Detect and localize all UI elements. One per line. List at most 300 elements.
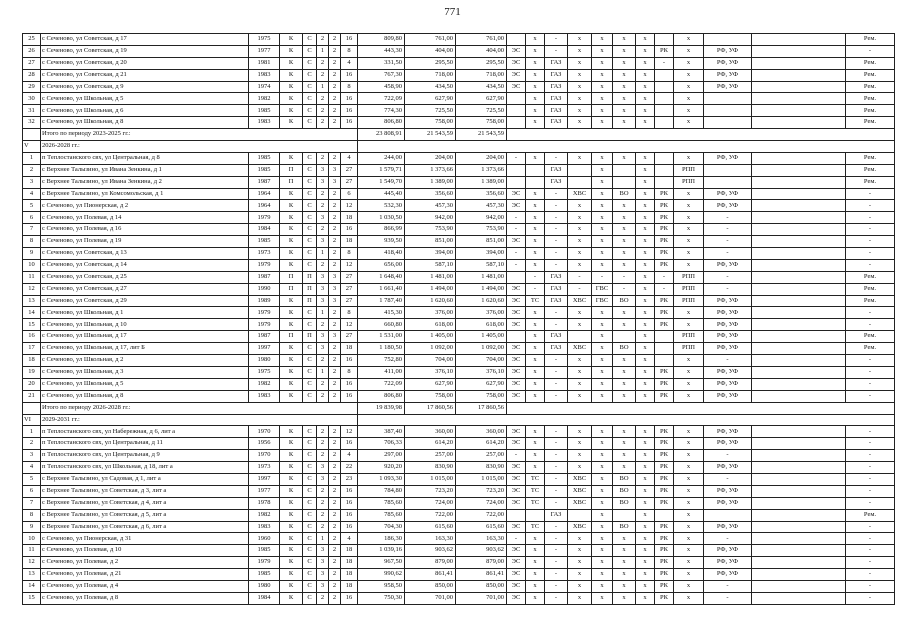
cell-c6 bbox=[613, 176, 636, 188]
cell-c6: х bbox=[613, 438, 636, 450]
cell-c6: х bbox=[613, 236, 636, 248]
cell-area_res: 1 373,66 bbox=[456, 164, 507, 176]
cell-floors: 1 bbox=[317, 81, 329, 93]
cell-c1: ЭС bbox=[507, 69, 526, 81]
cell-c8: РК bbox=[655, 557, 674, 569]
cell-c5: х bbox=[592, 366, 613, 378]
cell-c10: РФ, УФ bbox=[704, 69, 752, 81]
cell-c5: х bbox=[592, 319, 613, 331]
cell-c11 bbox=[752, 569, 846, 581]
cell-area_live: 724,00 bbox=[405, 497, 456, 509]
cell-c6: х bbox=[613, 81, 636, 93]
cell-c1: ЭС bbox=[507, 366, 526, 378]
cell-wall: К bbox=[280, 473, 303, 485]
cell-address: п Теплостанского свх, ул Центральная, д 8 bbox=[41, 152, 249, 164]
cell-c4: х bbox=[568, 69, 592, 81]
cell-cls: П bbox=[303, 283, 317, 295]
cell-address: с Сеченово, ул Школьная, д 8 bbox=[41, 390, 249, 402]
cell-area_total: 809,80 bbox=[358, 34, 405, 46]
cell-c7: х bbox=[636, 69, 655, 81]
table-row bbox=[23, 81, 895, 93]
cell-c8: - bbox=[655, 283, 674, 295]
cell-c10: - bbox=[704, 212, 752, 224]
cell-c7: х bbox=[636, 331, 655, 343]
cell-address: с Сеченово, ул Школьная, д 3 bbox=[41, 366, 249, 378]
cell-address: с Сеченово, ул Школьная, д 5 bbox=[41, 93, 249, 105]
cell-area_total: 458,90 bbox=[358, 81, 405, 93]
cell-entr: 2 bbox=[329, 592, 341, 604]
cell-c3: - bbox=[545, 366, 568, 378]
cell-c8: РК bbox=[655, 450, 674, 462]
cell-area_res: 701,00 bbox=[456, 592, 507, 604]
cell-floors: 2 bbox=[317, 200, 329, 212]
cell-cls: С bbox=[303, 533, 317, 545]
cell-c4: х bbox=[568, 462, 592, 474]
cell-c5: х bbox=[592, 426, 613, 438]
cell-c4 bbox=[568, 176, 592, 188]
period-total-label: Итого по периоду 2026-2028 гг.: bbox=[41, 402, 358, 414]
cell-cls: С bbox=[303, 462, 317, 474]
cell-entr: 2 bbox=[329, 152, 341, 164]
cell-n: 4 bbox=[23, 462, 41, 474]
cell-cls: С bbox=[303, 224, 317, 236]
cell-address: с Сеченово, ул Советская, д 21 bbox=[41, 69, 249, 81]
cell-c3: - bbox=[545, 521, 568, 533]
cell-flats: 16 bbox=[341, 592, 358, 604]
cell-c7: х bbox=[636, 271, 655, 283]
cell-c2: х bbox=[526, 212, 545, 224]
cell-n: 20 bbox=[23, 378, 41, 390]
cell-year: 1975 bbox=[249, 34, 280, 46]
cell-address: с Сеченово, ул Школьная, д 5 bbox=[41, 378, 249, 390]
cell-n: 29 bbox=[23, 81, 41, 93]
table-row bbox=[23, 557, 895, 569]
table-row bbox=[23, 438, 895, 450]
cell-c4: х bbox=[568, 557, 592, 569]
cell-area_live: 434,50 bbox=[405, 81, 456, 93]
table-row bbox=[23, 283, 895, 295]
cell-note: Рем. bbox=[846, 105, 895, 117]
cell-note: - bbox=[846, 248, 895, 260]
cell-address: с Сеченово, ул Советская, д 20 bbox=[41, 57, 249, 69]
cell-c6: х bbox=[613, 592, 636, 604]
cell-note: Рем. bbox=[846, 69, 895, 81]
cell-c7: х bbox=[636, 319, 655, 331]
cell-flats: 16 bbox=[341, 485, 358, 497]
cell-c3: - bbox=[545, 152, 568, 164]
cell-c11 bbox=[752, 580, 846, 592]
cell-cls: С bbox=[303, 509, 317, 521]
cell-n: 10 bbox=[23, 259, 41, 271]
cell-floors: 2 bbox=[317, 224, 329, 236]
cell-wall: П bbox=[280, 331, 303, 343]
cell-c10: РФ, УФ bbox=[704, 307, 752, 319]
cell-note: Рем. bbox=[846, 93, 895, 105]
cell-floors: 2 bbox=[317, 57, 329, 69]
cell-year: 1980 bbox=[249, 580, 280, 592]
cell-c1: ЭС bbox=[507, 545, 526, 557]
cell-empty bbox=[507, 402, 895, 414]
cell-area_live: 257,00 bbox=[405, 450, 456, 462]
cell-c2: х bbox=[526, 462, 545, 474]
cell-c11 bbox=[752, 343, 846, 355]
cell-c11 bbox=[752, 212, 846, 224]
cell-area_total: 785,60 bbox=[358, 497, 405, 509]
cell-c1: ЭС bbox=[507, 200, 526, 212]
cell-c3: - bbox=[545, 438, 568, 450]
cell-note: - bbox=[846, 355, 895, 367]
cell-address: с Сеченово, ул Полевая, д 4 bbox=[41, 580, 249, 592]
cell-c7: х bbox=[636, 390, 655, 402]
cell-c8 bbox=[655, 152, 674, 164]
cell-c2: х bbox=[526, 592, 545, 604]
cell-c11 bbox=[752, 378, 846, 390]
section-header-row bbox=[23, 414, 895, 426]
cell-c10: РФ, УФ bbox=[704, 462, 752, 474]
cell-note: Рем. bbox=[846, 57, 895, 69]
cell-wall: К bbox=[280, 580, 303, 592]
cell-c8 bbox=[655, 117, 674, 129]
cell-area_live: 830,90 bbox=[405, 462, 456, 474]
cell-c3: ГАЗ bbox=[545, 271, 568, 283]
cell-c11 bbox=[752, 295, 846, 307]
cell-address: с Сеченово, ул Полевая, д 16 bbox=[41, 224, 249, 236]
cell-address: с Сеченово, ул Советская, д 14 bbox=[41, 259, 249, 271]
cell-floors: 2 bbox=[317, 450, 329, 462]
cell-wall: К bbox=[280, 307, 303, 319]
cell-area_total: 704,30 bbox=[358, 521, 405, 533]
cell-c1: ЭС bbox=[507, 45, 526, 57]
cell-c3: - bbox=[545, 497, 568, 509]
cell-c6: х bbox=[613, 69, 636, 81]
cell-cls: С bbox=[303, 545, 317, 557]
register-body bbox=[23, 34, 895, 605]
cell-entr: 2 bbox=[329, 200, 341, 212]
cell-note: - bbox=[846, 236, 895, 248]
cell-area_live: 851,00 bbox=[405, 236, 456, 248]
cell-n: 32 bbox=[23, 117, 41, 129]
cell-c1 bbox=[507, 164, 526, 176]
cell-c9: х bbox=[674, 509, 704, 521]
cell-cls: С bbox=[303, 93, 317, 105]
cell-c11 bbox=[752, 533, 846, 545]
cell-c6: ВО bbox=[613, 473, 636, 485]
cell-flats: 16 bbox=[341, 378, 358, 390]
cell-c3: - bbox=[545, 355, 568, 367]
cell-area_total: 706,33 bbox=[358, 438, 405, 450]
cell-c2: х bbox=[526, 57, 545, 69]
cell-c7: х bbox=[636, 378, 655, 390]
cell-floors: 2 bbox=[317, 152, 329, 164]
cell-c6: х bbox=[613, 355, 636, 367]
cell-note: - bbox=[846, 450, 895, 462]
cell-entr: 2 bbox=[329, 45, 341, 57]
cell-address: с Сеченово, ул Школьная, д 17 bbox=[41, 331, 249, 343]
cell-empty bbox=[358, 141, 895, 153]
cell-note: - bbox=[846, 378, 895, 390]
cell-cls: С bbox=[303, 176, 317, 188]
cell-c11 bbox=[752, 592, 846, 604]
cell-c7: х bbox=[636, 212, 655, 224]
cell-cls: С bbox=[303, 343, 317, 355]
cell-year: 1979 bbox=[249, 212, 280, 224]
period-total-value: 17 860,56 bbox=[456, 402, 507, 414]
cell-cls: С bbox=[303, 212, 317, 224]
cell-c6: х bbox=[613, 545, 636, 557]
cell-c8: РК bbox=[655, 319, 674, 331]
cell-c11 bbox=[752, 426, 846, 438]
cell-c4: ХВС bbox=[568, 473, 592, 485]
cell-c2: х bbox=[526, 390, 545, 402]
period-total-label: Итого по периоду 2023-2025 гг.: bbox=[41, 129, 358, 141]
cell-c6: х bbox=[613, 366, 636, 378]
cell-entr: 2 bbox=[329, 450, 341, 462]
cell-cls: С bbox=[303, 236, 317, 248]
cell-c5: ГВС bbox=[592, 295, 613, 307]
cell-area_total: 331,50 bbox=[358, 57, 405, 69]
cell-c9: х bbox=[674, 259, 704, 271]
cell-c3: ГАЗ bbox=[545, 105, 568, 117]
section-number: VI bbox=[23, 414, 41, 426]
cell-c11 bbox=[752, 355, 846, 367]
cell-flats: 16 bbox=[341, 438, 358, 450]
cell-entr: 2 bbox=[329, 426, 341, 438]
cell-area_live: 614,20 bbox=[405, 438, 456, 450]
cell-c10: РФ, УФ bbox=[704, 366, 752, 378]
cell-c10: РФ, УФ bbox=[704, 438, 752, 450]
cell-c8: - bbox=[655, 271, 674, 283]
cell-floors: 3 bbox=[317, 343, 329, 355]
cell-n: 6 bbox=[23, 485, 41, 497]
cell-c5: х bbox=[592, 521, 613, 533]
section-header-row bbox=[23, 141, 895, 153]
cell-c2: - bbox=[526, 271, 545, 283]
cell-n: 1 bbox=[23, 152, 41, 164]
cell-area_live: 356,60 bbox=[405, 188, 456, 200]
cell-n: 5 bbox=[23, 200, 41, 212]
cell-entr: 2 bbox=[329, 462, 341, 474]
cell-c8: РК bbox=[655, 390, 674, 402]
cell-c6: х bbox=[613, 569, 636, 581]
cell-c6: х bbox=[613, 259, 636, 271]
cell-n: 15 bbox=[23, 592, 41, 604]
cell-c8: РК bbox=[655, 248, 674, 260]
cell-n: 11 bbox=[23, 271, 41, 283]
cell-c3: - bbox=[545, 569, 568, 581]
cell-floors: 1 bbox=[317, 533, 329, 545]
cell-area_res: 1 092,00 bbox=[456, 343, 507, 355]
cell-c9: х bbox=[674, 248, 704, 260]
cell-c4: х bbox=[568, 307, 592, 319]
cell-c1: - bbox=[507, 259, 526, 271]
cell-area_total: 990,62 bbox=[358, 569, 405, 581]
cell-c11 bbox=[752, 176, 846, 188]
cell-c10: РФ, УФ bbox=[704, 331, 752, 343]
table-row bbox=[23, 224, 895, 236]
cell-c10: РФ, УФ bbox=[704, 426, 752, 438]
table-row bbox=[23, 533, 895, 545]
cell-address: с Сеченово, ул Школьная, д 8 bbox=[41, 117, 249, 129]
cell-c6: х bbox=[613, 390, 636, 402]
cell-c11 bbox=[752, 438, 846, 450]
section-period-label: 2026-2028 гг.: bbox=[41, 141, 358, 153]
cell-area_live: 376,00 bbox=[405, 307, 456, 319]
cell-c2: - bbox=[526, 283, 545, 295]
cell-c1: ЭС bbox=[507, 569, 526, 581]
cell-note: - bbox=[846, 521, 895, 533]
cell-flats: 16 bbox=[341, 521, 358, 533]
cell-entr: 3 bbox=[329, 295, 341, 307]
cell-year: 1984 bbox=[249, 224, 280, 236]
cell-floors: 2 bbox=[317, 378, 329, 390]
cell-c7: х bbox=[636, 521, 655, 533]
cell-n: 4 bbox=[23, 188, 41, 200]
cell-area_total: 1 180,50 bbox=[358, 343, 405, 355]
cell-entr: 2 bbox=[329, 545, 341, 557]
cell-note: Рем. bbox=[846, 509, 895, 521]
cell-cls: С bbox=[303, 378, 317, 390]
cell-c10: РФ, УФ bbox=[704, 152, 752, 164]
cell-n: 28 bbox=[23, 69, 41, 81]
cell-area_res: 722,00 bbox=[456, 509, 507, 521]
cell-c4: ХВС bbox=[568, 295, 592, 307]
cell-floors: 3 bbox=[317, 164, 329, 176]
cell-c11 bbox=[752, 152, 846, 164]
cell-area_live: 627,90 bbox=[405, 378, 456, 390]
cell-c11 bbox=[752, 271, 846, 283]
cell-wall: К bbox=[280, 343, 303, 355]
cell-entr: 2 bbox=[329, 473, 341, 485]
cell-c9: х bbox=[674, 438, 704, 450]
cell-c6: х bbox=[613, 93, 636, 105]
cell-entr: 3 bbox=[329, 283, 341, 295]
cell-year: 1997 bbox=[249, 473, 280, 485]
cell-area_total: 774,30 bbox=[358, 105, 405, 117]
cell-c6: х bbox=[613, 462, 636, 474]
cell-c9: РПП bbox=[674, 271, 704, 283]
cell-note: - bbox=[846, 319, 895, 331]
cell-wall: К bbox=[280, 569, 303, 581]
cell-c6: х bbox=[613, 224, 636, 236]
cell-floors: 2 bbox=[317, 355, 329, 367]
cell-c11 bbox=[752, 57, 846, 69]
cell-note: Рем. bbox=[846, 295, 895, 307]
cell-wall: К bbox=[280, 248, 303, 260]
cell-cls: С bbox=[303, 497, 317, 509]
cell-c7: х bbox=[636, 545, 655, 557]
cell-area_live: 1 092,00 bbox=[405, 343, 456, 355]
cell-c9: х bbox=[674, 557, 704, 569]
cell-c6: х bbox=[613, 57, 636, 69]
cell-c1: - bbox=[507, 533, 526, 545]
cell-c10: РФ, УФ bbox=[704, 57, 752, 69]
cell-c1: ЭС bbox=[507, 319, 526, 331]
cell-area_total: 967,50 bbox=[358, 557, 405, 569]
cell-c6: х bbox=[613, 557, 636, 569]
cell-wall: К bbox=[280, 485, 303, 497]
cell-cls: С bbox=[303, 164, 317, 176]
cell-year: 1997 bbox=[249, 343, 280, 355]
cell-c9: х bbox=[674, 580, 704, 592]
cell-c2: х bbox=[526, 200, 545, 212]
cell-year: 1978 bbox=[249, 497, 280, 509]
cell-cls: С bbox=[303, 473, 317, 485]
cell-c7: х bbox=[636, 307, 655, 319]
cell-cls: С bbox=[303, 366, 317, 378]
cell-wall: К bbox=[280, 545, 303, 557]
cell-c2: х bbox=[526, 188, 545, 200]
cell-area_res: 942,00 bbox=[456, 212, 507, 224]
cell-c6: х bbox=[613, 319, 636, 331]
cell-wall: К bbox=[280, 533, 303, 545]
cell-c7: х bbox=[636, 164, 655, 176]
cell-c8: РК bbox=[655, 438, 674, 450]
cell-entr: 3 bbox=[329, 164, 341, 176]
cell-c3: - bbox=[545, 34, 568, 46]
cell-wall: К bbox=[280, 592, 303, 604]
cell-c11 bbox=[752, 117, 846, 129]
cell-c10: - bbox=[704, 236, 752, 248]
cell-year: 1982 bbox=[249, 93, 280, 105]
cell-c3: - bbox=[545, 473, 568, 485]
cell-cls: С bbox=[303, 248, 317, 260]
cell-c2: х bbox=[526, 545, 545, 557]
cell-note: - bbox=[846, 545, 895, 557]
cell-c1: ЭС bbox=[507, 188, 526, 200]
cell-c2: х bbox=[526, 93, 545, 105]
cell-area_total: 806,80 bbox=[358, 390, 405, 402]
cell-area_live: 761,00 bbox=[405, 34, 456, 46]
cell-c7: х bbox=[636, 592, 655, 604]
cell-area_total: 750,30 bbox=[358, 592, 405, 604]
table-row bbox=[23, 200, 895, 212]
cell-address: с Верхнее Талызино, ул Советская, д 6, лит а bbox=[41, 521, 249, 533]
cell-year: 1964 bbox=[249, 200, 280, 212]
cell-c4: ХВС bbox=[568, 188, 592, 200]
cell-c10: - bbox=[704, 473, 752, 485]
cell-empty bbox=[507, 129, 895, 141]
cell-area_res: 861,41 bbox=[456, 569, 507, 581]
cell-c10: РФ, УФ bbox=[704, 343, 752, 355]
cell-address: п Теплостанского свх, ул Школьная, д 18, лит а bbox=[41, 462, 249, 474]
cell-c9: х bbox=[674, 57, 704, 69]
cell-c1: ЭС bbox=[507, 592, 526, 604]
cell-year: 1983 bbox=[249, 521, 280, 533]
cell-c9: х bbox=[674, 485, 704, 497]
cell-c10: РФ, УФ bbox=[704, 485, 752, 497]
table-row bbox=[23, 164, 895, 176]
cell-c7: х bbox=[636, 295, 655, 307]
cell-c5: х bbox=[592, 57, 613, 69]
cell-note: Рем. bbox=[846, 152, 895, 164]
cell-floors: 2 bbox=[317, 438, 329, 450]
cell-note: - bbox=[846, 200, 895, 212]
cell-c2 bbox=[526, 164, 545, 176]
cell-c10 bbox=[704, 176, 752, 188]
cell-flats: 8 bbox=[341, 307, 358, 319]
cell-c5: х bbox=[592, 248, 613, 260]
cell-c7: х bbox=[636, 366, 655, 378]
cell-area_res: 851,00 bbox=[456, 236, 507, 248]
cell-area_total: 1 531,00 bbox=[358, 331, 405, 343]
cell-year: 1982 bbox=[249, 378, 280, 390]
cell-c7: х bbox=[636, 355, 655, 367]
cell-c7: х bbox=[636, 343, 655, 355]
table-row bbox=[23, 69, 895, 81]
cell-c7: х bbox=[636, 485, 655, 497]
cell-address: с Верхнее Талызино, ул Советская, д 5, лит а bbox=[41, 509, 249, 521]
cell-c6: ВО bbox=[613, 521, 636, 533]
